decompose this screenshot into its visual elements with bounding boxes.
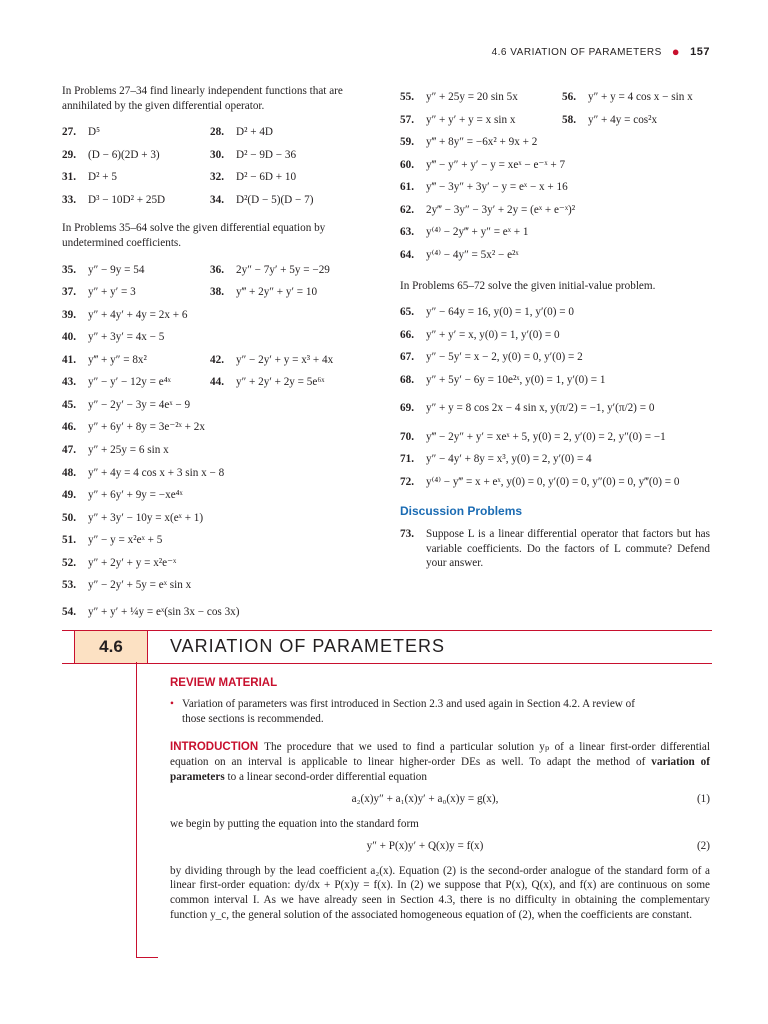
list-item: 64. y⁽⁴⁾ − 4y″ = 5x² − e²ˣ	[400, 248, 519, 261]
list-item: 60. y‴ − y″ + y′ − y = xeˣ − e⁻ˣ + 7	[400, 158, 566, 171]
list-item: 69. y″ + y = 8 cos 2x − 4 sin x, y(π/2) = −1, y′(π/2) = 0	[400, 402, 655, 415]
problem-row: 29. (D − 6)(2D + 3) 30. D² − 9D − 36	[62, 148, 297, 161]
list-item: 47. y″ + 25y = 6 sin x	[62, 444, 169, 456]
section-heading-bar	[62, 630, 712, 664]
header-section: 4.6 VARIATION OF PARAMETERS	[491, 46, 662, 58]
section-body	[170, 676, 710, 928]
list-item: 71. y″ − 4y′ + 8y = x³, y(0) = 2, y′(0) = 4	[400, 453, 592, 466]
problem-row: 35. y″ − 9y = 54 36. 2y″ − 7y′ + 5y = −29	[62, 263, 330, 276]
problem-row: 40. y″ + 3y′ = 4x − 5	[62, 331, 165, 344]
intro-65-72: In Problems 65–72 solve the given initial-value problem.	[400, 279, 656, 292]
problem-row: 41. y‴ + y″ = 8x² 42. y″ − 2y′ + y = x³ + 4x	[62, 353, 334, 366]
list-item: 59. y‴ + 8y″ = −6x² + 9x + 2	[400, 136, 538, 149]
section-title: VARIATION OF PARAMETERS	[170, 636, 446, 657]
discussion-heading: Discussion Problems	[400, 503, 523, 518]
section-number: 4.6	[74, 631, 148, 663]
list-item: 66. y″ + y′ = x, y(0) = 1, y′(0) = 0	[400, 328, 560, 341]
list-item: 54. y″ + y′ + ¼y = eˣ(sin 3x − cos 3x)	[62, 605, 240, 618]
list-item: 49. y″ + 6y′ + 9y = −xe⁴ˣ	[62, 489, 183, 502]
problem-row: 33. D³ − 10D² + 25D 34. D²(D − 5)(D − 7)	[62, 193, 314, 206]
equation-2: y″ + P(x)y′ + Q(x)y = f(x) (2)	[366, 840, 710, 853]
list-item: 52. y″ + 2y′ + y = x²e⁻ˣ	[62, 556, 177, 569]
list-item: 45. y″ − 2y′ − 3y = 4eˣ − 9	[62, 398, 191, 411]
list-item: 51. y″ − y = x²eˣ + 5	[62, 534, 163, 547]
list-item: 48. y″ + 4y = 4 cos x + 3 sin x − 8	[62, 466, 225, 479]
list-item: 63. y⁽⁴⁾ − 2y‴ + y″ = eˣ + 1	[400, 226, 529, 239]
right-column	[400, 90, 710, 571]
list-item: 65. y″ − 64y = 16, y(0) = 1, y′(0) = 0	[400, 306, 574, 319]
problems-65-72	[400, 305, 710, 490]
problem-73: 73. Suppose L is a linear differential operator that factors but has variable coefficients. Do the factors of L commute? Defend your answer.	[400, 528, 710, 570]
list-item: 67. y″ − 5y′ = x − 2, y(0) = 0, y′(0) = 2	[400, 351, 583, 364]
intro-27-34: In Problems 27–34 find linearly independent functions that are annihilated by the given differential operator.	[62, 85, 343, 112]
dividing-paragraph: by dividing through by the lead coefficient a₂(x). Equation (2) is the second-order analogue of the standard form of a linear first-order equation: dy/dx + P(x)y = f(x). In (2) we suppose that P(x), Q(x), and f(x) are continuous on some common interval I. As we have already seen in Section 4.3, there is no difficulty in obtaining the complementary function y_c, the general solution of the associated homogeneous equation of (2), when the coefficients are constant.	[170, 864, 710, 921]
list-item: 53. y″ − 2y′ + 5y = eˣ sin x	[62, 579, 192, 592]
list-item: 61. y‴ − 3y″ + 3y′ − y = eˣ − x + 16	[400, 181, 568, 194]
problems-27-34	[62, 125, 372, 207]
list-item: 68. y″ + 5y′ − 6y = 10e²ˣ, y(0) = 1, y′(0) = 1	[400, 373, 606, 386]
section-rule-vertical	[136, 662, 137, 957]
bullet-icon: •	[170, 697, 174, 710]
problem-row: 27. D⁵ 28. D² + 4D	[62, 126, 274, 139]
standard-form-text: we begin by putting the equation into the standard form	[170, 817, 419, 830]
problems-59-64	[400, 135, 710, 262]
review-heading: REVIEW MATERIAL	[170, 677, 278, 689]
review-bullet: • Variation of parameters was first introduced in Section 2.3 and used again in Section 4.2. A review of those sections is recommended.	[170, 697, 635, 725]
equation-1: a₂(x)y″ + a₁(x)y′ + a₀(x)y = g(x), (1)	[351, 793, 710, 806]
section-rule-horizontal	[136, 957, 158, 958]
problem-row: 39. y″ + 4y′ + 4y = 2x + 6	[62, 308, 188, 321]
intro-heading: INTRODUCTION	[170, 741, 259, 754]
problem-row: 55. y″ + 25y = 20 sin 5x 56. y″ + y = 4 cos x − sin x	[400, 91, 693, 103]
list-item: 72. y⁽⁴⁾ − y‴ = x + eˣ, y(0) = 0, y′(0) = 0, y″(0) = 0, y‴(0) = 0	[400, 476, 680, 488]
problem-row: 57. y″ + y′ + y = x sin x 58. y″ + 4y = cos²x	[400, 113, 658, 126]
problems-45-54	[62, 398, 372, 620]
list-item: 50. y″ + 3y′ − 10y = x(eˣ + 1)	[62, 511, 204, 524]
intro-paragraph: INTRODUCTION The procedure that we used to find a particular solution yₚ of a linear first-order differential equation on an interval is applicable to linear higher-order DEs as well. To adapt the method of variation of parameters to a linear second-order differential equation	[170, 741, 710, 783]
list-item: 46. y″ + 6y′ + 8y = 3e⁻²ˣ + 2x	[62, 421, 205, 434]
bullet-dot-icon: ●	[671, 44, 681, 59]
problem-row: 31. D² + 5 32. D² − 6D + 10	[62, 171, 297, 184]
left-column	[62, 84, 372, 632]
problem-row: 43. y″ − y′ − 12y = e⁴ˣ 44. y″ + 2y′ + 2y = 5e⁶ˣ	[62, 376, 325, 389]
intro-35-64: In Problems 35–64 solve the given differential equation by undetermined coefficients.	[62, 222, 326, 249]
list-item: 70. y‴ − 2y″ + y′ = xeˣ + 5, y(0) = 2, y′(0) = 2, y″(0) = −1	[400, 430, 666, 443]
page-number: 157	[690, 46, 710, 59]
running-header	[492, 44, 710, 61]
problem-row: 37. y″ + y′ = 3 38. y‴ + 2y″ + y′ = 10	[62, 286, 318, 299]
list-item: 62. 2y‴ − 3y″ − 3y′ + 2y = (eˣ + e⁻ˣ)²	[400, 203, 576, 216]
